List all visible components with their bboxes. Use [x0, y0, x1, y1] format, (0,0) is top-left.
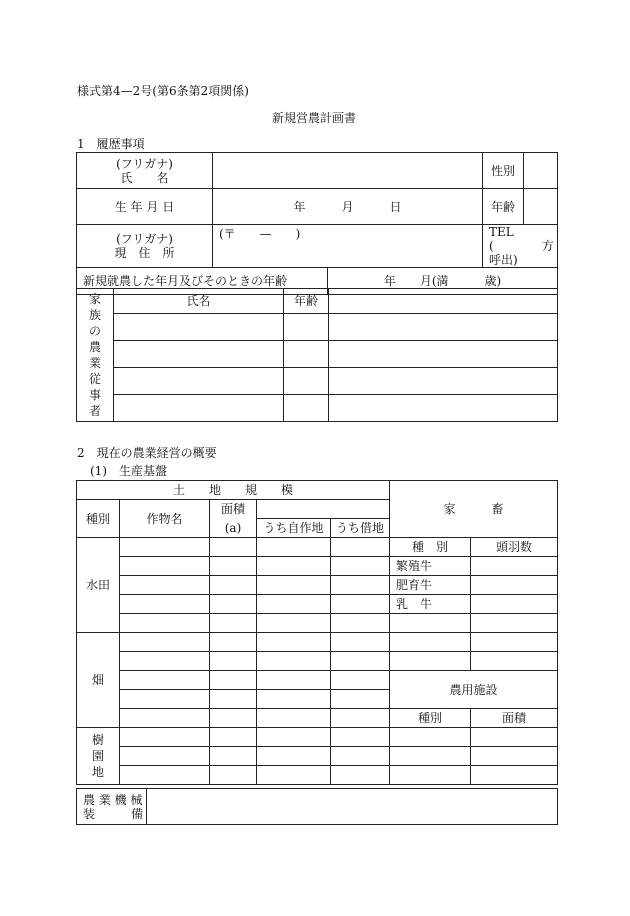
- address-label-cell: [77, 225, 213, 268]
- birthdate-label: 生 年 月 日: [77, 189, 213, 225]
- area-unit: (a): [210, 519, 257, 538]
- table-cell[interactable]: [331, 671, 390, 690]
- table-cell[interactable]: [210, 538, 257, 557]
- table-cell[interactable]: [471, 633, 558, 652]
- table-cell[interactable]: [120, 709, 210, 728]
- table-cell[interactable]: [120, 633, 210, 652]
- paddy-label: 水田: [77, 538, 120, 633]
- table-cell[interactable]: [210, 766, 257, 785]
- type-header: 種別: [77, 500, 120, 538]
- age-value[interactable]: [524, 189, 558, 225]
- table-cell[interactable]: [210, 690, 257, 709]
- table-cell[interactable]: [390, 766, 471, 785]
- gender-label: 性別: [483, 153, 524, 189]
- table-cell[interactable]: [331, 633, 390, 652]
- facility-type-header: 種別: [390, 709, 471, 728]
- table-cell[interactable]: [120, 614, 210, 633]
- table-cell[interactable]: [210, 633, 257, 652]
- table-cell[interactable]: [210, 709, 257, 728]
- table-cell[interactable]: [210, 728, 257, 747]
- tel-call-label: ( 方呼出): [489, 239, 554, 267]
- table-cell[interactable]: [120, 766, 210, 785]
- table-cell[interactable]: [390, 728, 471, 747]
- form-number: 様式第4—2号(第6条第2項関係): [77, 84, 249, 98]
- field-label: 畑: [77, 633, 120, 728]
- machinery-label-cell: [77, 789, 147, 825]
- table-cell[interactable]: [120, 595, 210, 614]
- table-cell[interactable]: [257, 766, 331, 785]
- table-cell[interactable]: [390, 614, 471, 633]
- table-cell[interactable]: [257, 709, 331, 728]
- table-cell[interactable]: [210, 614, 257, 633]
- table-cell[interactable]: [331, 747, 390, 766]
- career-table: [76, 152, 558, 295]
- table-cell[interactable]: [120, 652, 210, 671]
- table-row[interactable]: [114, 341, 284, 368]
- table-cell[interactable]: [329, 368, 558, 395]
- table-cell[interactable]: [120, 747, 210, 766]
- crop-header: 作物名: [120, 500, 210, 538]
- table-cell[interactable]: [471, 747, 558, 766]
- table-cell[interactable]: [390, 652, 471, 671]
- table-cell[interactable]: [120, 538, 210, 557]
- table-cell[interactable]: [331, 538, 390, 557]
- tel-cell[interactable]: [483, 225, 558, 268]
- table-cell[interactable]: [210, 652, 257, 671]
- family-table: [76, 288, 558, 422]
- table-cell[interactable]: [471, 728, 558, 747]
- table-row[interactable]: [114, 314, 284, 341]
- age-label: 年齢: [483, 189, 524, 225]
- start-farming-value[interactable]: 年 月(満 歳): [328, 268, 558, 295]
- table-row[interactable]: [114, 368, 284, 395]
- table-cell[interactable]: [257, 747, 331, 766]
- area-blank: [257, 500, 390, 519]
- name-label-cell: [77, 153, 213, 189]
- table-cell[interactable]: [331, 576, 390, 595]
- livestock-heads-header: 頭羽数: [471, 538, 558, 557]
- machinery-value[interactable]: [147, 789, 558, 825]
- table-cell[interactable]: [120, 690, 210, 709]
- family-blank-header: [329, 289, 558, 314]
- table-cell[interactable]: [210, 557, 257, 576]
- furigana-label: (フリガナ): [116, 156, 173, 171]
- table-cell[interactable]: [257, 671, 331, 690]
- machinery-label: 農 業 機 械: [83, 792, 143, 807]
- facility-area-header: 面積: [471, 709, 558, 728]
- section2-sub1: (1) 生産基盤: [90, 464, 167, 478]
- own-land-header: うち自作地: [257, 519, 331, 538]
- livestock-type-header: 種 別: [390, 538, 471, 557]
- tel-label: TEL: [489, 225, 514, 239]
- table-cell[interactable]: [471, 557, 558, 576]
- gender-value[interactable]: [524, 153, 558, 189]
- birthdate-value[interactable]: 年 月 日: [213, 189, 483, 225]
- start-farming-label: 新規就農した年月及びそのときの年齢: [77, 268, 328, 295]
- table-cell[interactable]: [210, 671, 257, 690]
- section1-heading: 1 履歴事項: [77, 137, 145, 151]
- livestock-row: 乳 牛: [390, 595, 471, 614]
- family-name-header: 氏名: [114, 289, 284, 314]
- machinery-table: [76, 788, 558, 825]
- family-label-cell: 家 族 の 農 業 従 事 者: [77, 289, 114, 422]
- table-cell[interactable]: [257, 538, 331, 557]
- table-cell[interactable]: [331, 652, 390, 671]
- area-header: 面積: [210, 500, 257, 519]
- table-cell[interactable]: [331, 709, 390, 728]
- table-cell[interactable]: [257, 633, 331, 652]
- table-cell[interactable]: [120, 728, 210, 747]
- table-cell[interactable]: [329, 395, 558, 422]
- table-cell[interactable]: [284, 341, 329, 368]
- table-cell[interactable]: [331, 728, 390, 747]
- table-cell[interactable]: [257, 690, 331, 709]
- table-row[interactable]: [114, 395, 284, 422]
- document-title: 新規営農計画書: [272, 111, 357, 125]
- table-cell[interactable]: [331, 766, 390, 785]
- orchard-label: 樹 園 地: [77, 728, 120, 785]
- facilities-header: 農用施設: [390, 671, 558, 709]
- address-furigana-label: (フリガナ): [116, 232, 173, 246]
- table-cell[interactable]: [390, 747, 471, 766]
- postal-code: (〒 — ): [219, 227, 301, 241]
- table-cell[interactable]: [471, 614, 558, 633]
- table-cell[interactable]: [329, 314, 558, 341]
- livestock-header: 家 畜: [390, 481, 558, 538]
- name-label: 氏 名: [120, 170, 169, 185]
- leased-land-header: うち借地: [331, 519, 390, 538]
- table-cell[interactable]: [120, 671, 210, 690]
- address-value[interactable]: [213, 225, 483, 268]
- section2-heading: 2 現在の農業経営の概要: [77, 446, 217, 460]
- table-cell[interactable]: [210, 576, 257, 595]
- land-scale-header: 土 地 規 模: [77, 481, 390, 500]
- table-cell[interactable]: [471, 595, 558, 614]
- table-cell[interactable]: [257, 728, 331, 747]
- table-cell[interactable]: [257, 652, 331, 671]
- table-cell[interactable]: [390, 633, 471, 652]
- livestock-row: 繁殖牛: [390, 557, 471, 576]
- table-cell[interactable]: [331, 614, 390, 633]
- name-value[interactable]: [213, 153, 483, 189]
- table-cell[interactable]: [471, 576, 558, 595]
- table-cell[interactable]: [284, 395, 329, 422]
- table-cell[interactable]: [331, 595, 390, 614]
- livestock-row: 肥育牛: [390, 576, 471, 595]
- table-cell[interactable]: [471, 766, 558, 785]
- table-cell[interactable]: [210, 747, 257, 766]
- table-cell[interactable]: [284, 368, 329, 395]
- table-cell[interactable]: [284, 314, 329, 341]
- address-label: 現 住 所: [114, 246, 175, 260]
- table-cell[interactable]: [120, 576, 210, 595]
- table-cell[interactable]: [257, 557, 331, 576]
- table-cell[interactable]: [120, 557, 210, 576]
- table-cell[interactable]: [257, 614, 331, 633]
- equipment-label: 装 備: [83, 806, 144, 821]
- table-cell[interactable]: [471, 652, 558, 671]
- table-cell[interactable]: [210, 595, 257, 614]
- table-cell[interactable]: [257, 595, 331, 614]
- production-base-table: [76, 480, 558, 785]
- table-cell[interactable]: [257, 576, 331, 595]
- table-cell[interactable]: [331, 690, 390, 709]
- table-cell[interactable]: [329, 341, 558, 368]
- family-age-header: 年齢: [284, 289, 329, 314]
- table-cell[interactable]: [331, 557, 390, 576]
